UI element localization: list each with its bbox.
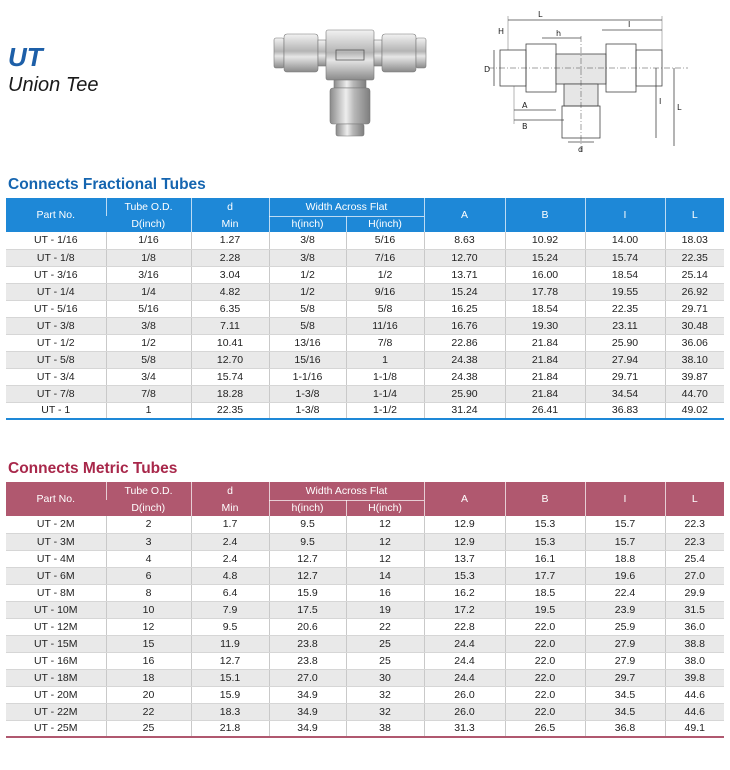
table-cell: 27.0: [665, 567, 724, 584]
table-cell: 22: [346, 618, 424, 635]
table-cell: 10.41: [191, 334, 269, 351]
table-row: [6, 351, 724, 368]
table-cell: 15.9: [191, 686, 269, 703]
table-cell: 1/2: [106, 334, 191, 351]
table-cell: 15.74: [191, 368, 269, 385]
table-cell: 25.90: [585, 334, 665, 351]
table-cell: UT - 12M: [6, 618, 106, 635]
table-cell: 18.3: [191, 703, 269, 720]
table-cell: UT - 10M: [6, 601, 106, 618]
header-I: I: [585, 198, 665, 232]
table-cell: 16.2: [424, 584, 505, 601]
table-cell: 1.7: [191, 516, 269, 533]
table-cell: 3/4: [106, 368, 191, 385]
table-cell: 39.8: [665, 669, 724, 686]
table-row: [6, 618, 724, 635]
table-cell: 22.4: [585, 584, 665, 601]
table-cell: UT - 8M: [6, 584, 106, 601]
table-cell: 27.9: [585, 635, 665, 652]
drawing-label-A: A: [522, 101, 528, 110]
table-cell: 18.54: [505, 300, 585, 317]
metric-table-body: [6, 516, 724, 737]
fractional-section-title: Connects Fractional Tubes: [8, 176, 206, 193]
table-cell: 8: [106, 584, 191, 601]
header-I: I: [585, 482, 665, 516]
table-cell: 25: [346, 635, 424, 652]
drawing-label-H: H: [498, 27, 505, 36]
table-cell: UT - 2M: [6, 516, 106, 533]
table-cell: 15.3: [505, 533, 585, 550]
table-cell: 24.4: [424, 652, 505, 669]
table-cell: 29.9: [665, 584, 724, 601]
table-cell: 17.2: [424, 601, 505, 618]
table-cell: 1/4: [106, 283, 191, 300]
drawing-label-L-top: L: [538, 10, 543, 19]
table-cell: 19.5: [505, 601, 585, 618]
table-cell: 15/16: [269, 351, 346, 368]
table-cell: 24.38: [424, 368, 505, 385]
table-cell: 1-1/2: [346, 402, 424, 419]
table-row: [6, 249, 724, 266]
table-cell: 31.24: [424, 402, 505, 419]
table-cell: 2.28: [191, 249, 269, 266]
header-B: B: [505, 198, 585, 232]
table-cell: 22.35: [585, 300, 665, 317]
table-cell: UT - 4M: [6, 550, 106, 567]
table-cell: 1-1/16: [269, 368, 346, 385]
table-cell: 36.06: [665, 334, 724, 351]
table-cell: 21.84: [505, 351, 585, 368]
table-cell: 12.70: [424, 249, 505, 266]
table-cell: 22.0: [505, 686, 585, 703]
table-cell: UT - 25M: [6, 720, 106, 737]
table-cell: 3/16: [106, 266, 191, 283]
table-cell: 19.6: [585, 567, 665, 584]
table-cell: 1/2: [269, 266, 346, 283]
table-cell: 17.7: [505, 567, 585, 584]
table-row: [6, 334, 724, 351]
table-row: [6, 703, 724, 720]
table-cell: 24.4: [424, 635, 505, 652]
table-cell: 18.54: [585, 266, 665, 283]
table-cell: 12.9: [424, 533, 505, 550]
table-row: [6, 669, 724, 686]
table-cell: 5/8: [269, 317, 346, 334]
table-cell: 22: [106, 703, 191, 720]
table-cell: 1/16: [106, 232, 191, 249]
table-cell: 44.70: [665, 385, 724, 402]
table-cell: 12.7: [191, 652, 269, 669]
table-cell: 15.74: [585, 249, 665, 266]
header-d-min: Min: [191, 216, 269, 232]
table-cell: 24.38: [424, 351, 505, 368]
table-row: [6, 317, 724, 334]
metric-table: [6, 482, 724, 738]
table-cell: 5/8: [269, 300, 346, 317]
table-cell: UT - 6M: [6, 567, 106, 584]
table-cell: 12.9: [424, 516, 505, 533]
table-cell: 26.41: [505, 402, 585, 419]
table-cell: 34.9: [269, 686, 346, 703]
header-A: A: [424, 198, 505, 232]
table-cell: 30: [346, 669, 424, 686]
table-cell: 23.11: [585, 317, 665, 334]
table-cell: 44.6: [665, 703, 724, 720]
table-cell: 32: [346, 703, 424, 720]
table-cell: 5/8: [106, 351, 191, 368]
table-row: [6, 550, 724, 567]
table-cell: 1.27: [191, 232, 269, 249]
table-cell: 27.0: [269, 669, 346, 686]
table-cell: 15.9: [269, 584, 346, 601]
drawing-label-B: B: [522, 122, 528, 131]
table-cell: 1-1/8: [346, 368, 424, 385]
table-cell: UT - 1/8: [6, 249, 106, 266]
table-cell: 9.5: [269, 516, 346, 533]
table-cell: 19.30: [505, 317, 585, 334]
table-cell: 27.94: [585, 351, 665, 368]
table-cell: 23.8: [269, 635, 346, 652]
table-cell: 30.48: [665, 317, 724, 334]
table-cell: 4.82: [191, 283, 269, 300]
table-cell: 31.5: [665, 601, 724, 618]
table-cell: 15.3: [424, 567, 505, 584]
table-cell: 18: [106, 669, 191, 686]
table-cell: 22.0: [505, 652, 585, 669]
table-cell: 19: [346, 601, 424, 618]
table-cell: 1: [106, 402, 191, 419]
table-cell: 13.71: [424, 266, 505, 283]
table-cell: 12.70: [191, 351, 269, 368]
table-cell: 3/8: [269, 232, 346, 249]
table-cell: 17.78: [505, 283, 585, 300]
table-row: [6, 402, 724, 419]
table-cell: 1/8: [106, 249, 191, 266]
table-row: [6, 516, 724, 533]
table-cell: 16.00: [505, 266, 585, 283]
table-cell: 25.9: [585, 618, 665, 635]
table-cell: UT - 1/16: [6, 232, 106, 249]
header-width-across-flat: Width Across Flat: [269, 482, 424, 500]
table-cell: UT - 3/16: [6, 266, 106, 283]
table-cell: 23.9: [585, 601, 665, 618]
table-cell: 7/8: [346, 334, 424, 351]
table-cell: 23.8: [269, 652, 346, 669]
table-cell: UT - 15M: [6, 635, 106, 652]
table-cell: 29.71: [585, 368, 665, 385]
table-cell: 2.4: [191, 533, 269, 550]
table-cell: 18.5: [505, 584, 585, 601]
table-row: [6, 533, 724, 550]
table-cell: 20.6: [269, 618, 346, 635]
header-tube-od-unit: D(inch): [106, 500, 191, 516]
header-d: d: [191, 482, 269, 500]
table-row: [6, 283, 724, 300]
table-cell: 20: [106, 686, 191, 703]
table-cell: 22.35: [665, 249, 724, 266]
table-cell: 15.7: [585, 516, 665, 533]
table-row: [6, 584, 724, 601]
table-cell: 12: [106, 618, 191, 635]
table-cell: 25.14: [665, 266, 724, 283]
header-A: A: [424, 482, 505, 516]
table-cell: 12: [346, 533, 424, 550]
table-cell: 4: [106, 550, 191, 567]
table-cell: 31.3: [424, 720, 505, 737]
table-cell: 16.1: [505, 550, 585, 567]
table-cell: 21.84: [505, 368, 585, 385]
table-cell: 15: [106, 635, 191, 652]
table-cell: 8.63: [424, 232, 505, 249]
header-L: L: [665, 198, 724, 232]
table-cell: 10: [106, 601, 191, 618]
table-cell: 19.55: [585, 283, 665, 300]
table-cell: UT - 18M: [6, 669, 106, 686]
table-cell: 1/2: [269, 283, 346, 300]
table-cell: 9.5: [269, 533, 346, 550]
table-cell: 13.7: [424, 550, 505, 567]
table-cell: 15.7: [585, 533, 665, 550]
table-cell: 1-3/8: [269, 402, 346, 419]
table-cell: 34.9: [269, 703, 346, 720]
table-row: [6, 652, 724, 669]
table-row: [6, 686, 724, 703]
table-cell: 22.8: [424, 618, 505, 635]
table-row: [6, 232, 724, 249]
fractional-table-body: [6, 232, 724, 419]
table-cell: 15.24: [424, 283, 505, 300]
table-cell: 9.5: [191, 618, 269, 635]
table-cell: 38.10: [665, 351, 724, 368]
table-cell: 14.00: [585, 232, 665, 249]
table-cell: 22.0: [505, 618, 585, 635]
header-L: L: [665, 482, 724, 516]
table-cell: 26.0: [424, 686, 505, 703]
drawing-label-I-top: I: [628, 20, 631, 29]
table-cell: 14: [346, 567, 424, 584]
table-cell: 18.28: [191, 385, 269, 402]
drawing-label-D: D: [484, 65, 491, 74]
table-cell: 7/8: [106, 385, 191, 402]
header-d: d: [191, 198, 269, 216]
table-cell: 11.9: [191, 635, 269, 652]
table-cell: 3/8: [269, 249, 346, 266]
table-cell: 15.3: [505, 516, 585, 533]
union-tee-photo: [270, 22, 430, 140]
product-name: Union Tee: [8, 74, 99, 96]
table-cell: 38.0: [665, 652, 724, 669]
table-cell: 49.02: [665, 402, 724, 419]
table-cell: 34.54: [585, 385, 665, 402]
table-cell: 26.0: [424, 703, 505, 720]
header-B: B: [505, 482, 585, 516]
table-cell: 22.0: [505, 635, 585, 652]
table-cell: 18.8: [585, 550, 665, 567]
table-row: [6, 266, 724, 283]
table-cell: 18.03: [665, 232, 724, 249]
table-cell: 34.5: [585, 686, 665, 703]
table-cell: UT - 20M: [6, 686, 106, 703]
table-row: [6, 635, 724, 652]
table-cell: 6: [106, 567, 191, 584]
table-cell: 16.25: [424, 300, 505, 317]
table-cell: UT - 7/8: [6, 385, 106, 402]
table-cell: 16: [346, 584, 424, 601]
table-cell: 34.9: [269, 720, 346, 737]
table-cell: 3/8: [106, 317, 191, 334]
table-cell: 2.4: [191, 550, 269, 567]
table-cell: UT - 5/8: [6, 351, 106, 368]
header-part-no: Part No.: [6, 198, 106, 232]
table-cell: UT - 22M: [6, 703, 106, 720]
header-d-min: Min: [191, 500, 269, 516]
table-row: [6, 385, 724, 402]
metric-section-title: Connects Metric Tubes: [8, 460, 178, 477]
table-cell: 49.1: [665, 720, 724, 737]
table-cell: UT - 1/2: [6, 334, 106, 351]
table-cell: 29.71: [665, 300, 724, 317]
table-cell: UT - 3/8: [6, 317, 106, 334]
table-row: [6, 567, 724, 584]
table-cell: 24.4: [424, 669, 505, 686]
table-row: [6, 720, 724, 737]
table-cell: 12.7: [269, 550, 346, 567]
table-cell: 22.3: [665, 533, 724, 550]
header-tube-od: Tube O.D.: [106, 482, 191, 500]
table-cell: 38.8: [665, 635, 724, 652]
table-cell: UT - 1: [6, 402, 106, 419]
table-cell: 7/16: [346, 249, 424, 266]
table-cell: UT - 3/4: [6, 368, 106, 385]
table-cell: 36.0: [665, 618, 724, 635]
table-cell: 1: [346, 351, 424, 368]
table-cell: 7.11: [191, 317, 269, 334]
table-cell: 3.04: [191, 266, 269, 283]
table-cell: 4.8: [191, 567, 269, 584]
header-h-small: h(inch): [269, 500, 346, 516]
table-cell: 29.7: [585, 669, 665, 686]
table-cell: 21.8: [191, 720, 269, 737]
dimension-drawing: [478, 6, 708, 154]
table-cell: 7.9: [191, 601, 269, 618]
table-cell: 22.0: [505, 669, 585, 686]
table-cell: 6.4: [191, 584, 269, 601]
table-cell: 10.92: [505, 232, 585, 249]
table-cell: 38: [346, 720, 424, 737]
table-cell: 15.1: [191, 669, 269, 686]
table-cell: 25: [106, 720, 191, 737]
header-h-large: H(inch): [346, 500, 424, 516]
table-cell: 17.5: [269, 601, 346, 618]
table-cell: 26.92: [665, 283, 724, 300]
table-cell: 11/16: [346, 317, 424, 334]
header-tube-od-unit: D(inch): [106, 216, 191, 232]
table-row: [6, 368, 724, 385]
table-cell: 1-3/8: [269, 385, 346, 402]
table-cell: UT - 1/4: [6, 283, 106, 300]
table-cell: 21.84: [505, 385, 585, 402]
header-tube-od: Tube O.D.: [106, 198, 191, 216]
header-h-small: h(inch): [269, 216, 346, 232]
table-cell: 21.84: [505, 334, 585, 351]
header-h-large: H(inch): [346, 216, 424, 232]
table-cell: 36.83: [585, 402, 665, 419]
table-cell: 44.6: [665, 686, 724, 703]
drawing-label-d: d: [578, 145, 584, 154]
table-cell: 27.9: [585, 652, 665, 669]
table-cell: 5/16: [346, 232, 424, 249]
drawing-label-L-right: L: [677, 103, 682, 112]
table-cell: 34.5: [585, 703, 665, 720]
table-cell: 15.24: [505, 249, 585, 266]
table-cell: 6.35: [191, 300, 269, 317]
table-cell: 1/2: [346, 266, 424, 283]
table-cell: 25: [346, 652, 424, 669]
table-cell: UT - 3M: [6, 533, 106, 550]
table-cell: 13/16: [269, 334, 346, 351]
table-cell: 25.90: [424, 385, 505, 402]
table-cell: 5/8: [346, 300, 424, 317]
table-cell: 22.35: [191, 402, 269, 419]
header-part-no: Part No.: [6, 482, 106, 516]
product-code: UT: [8, 42, 43, 72]
drawing-label-h: h: [556, 29, 562, 38]
table-cell: 22.3: [665, 516, 724, 533]
table-cell: 16.76: [424, 317, 505, 334]
table-cell: 22.0: [505, 703, 585, 720]
fractional-table: [6, 198, 724, 420]
table-cell: 3: [106, 533, 191, 550]
table-row: [6, 300, 724, 317]
table-cell: 32: [346, 686, 424, 703]
table-cell: 1-1/4: [346, 385, 424, 402]
header-width-across-flat: Width Across Flat: [269, 198, 424, 216]
table-cell: 26.5: [505, 720, 585, 737]
table-cell: 22.86: [424, 334, 505, 351]
table-cell: UT - 16M: [6, 652, 106, 669]
table-cell: UT - 5/16: [6, 300, 106, 317]
table-cell: 2: [106, 516, 191, 533]
table-cell: 12.7: [269, 567, 346, 584]
table-row: [6, 601, 724, 618]
table-cell: 25.4: [665, 550, 724, 567]
table-cell: 12: [346, 516, 424, 533]
table-cell: 12: [346, 550, 424, 567]
table-cell: 36.8: [585, 720, 665, 737]
table-cell: 16: [106, 652, 191, 669]
table-cell: 5/16: [106, 300, 191, 317]
table-cell: 39.87: [665, 368, 724, 385]
table-cell: 9/16: [346, 283, 424, 300]
drawing-label-I-right: I: [659, 97, 662, 106]
